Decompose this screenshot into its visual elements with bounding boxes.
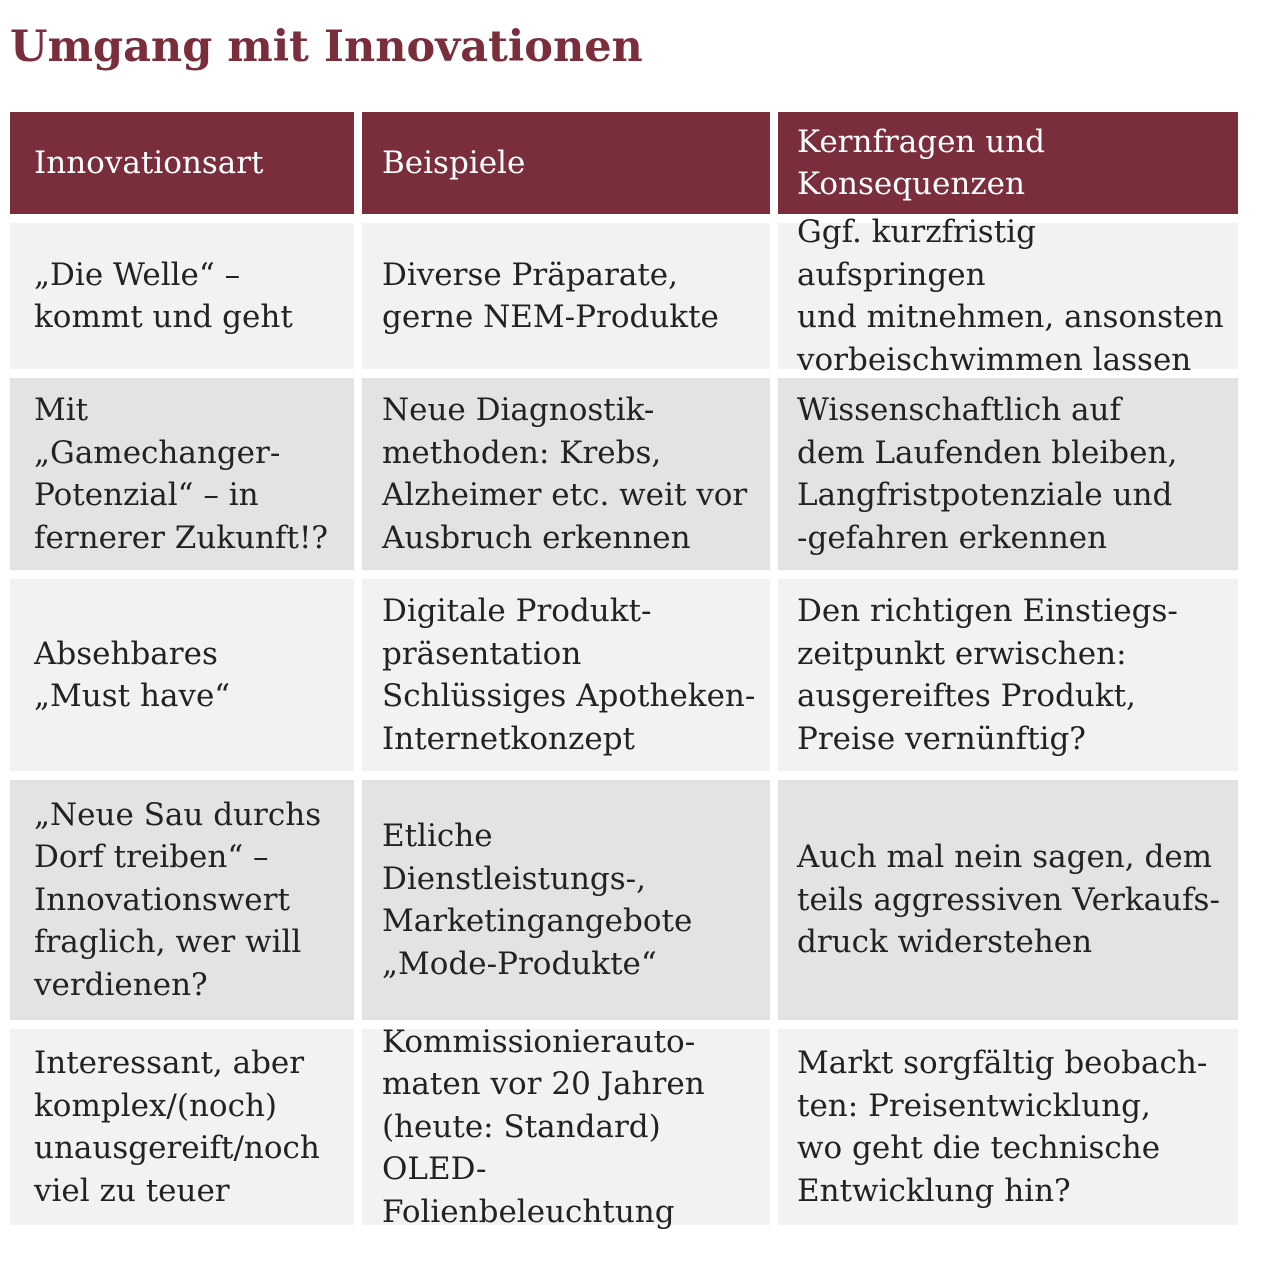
table-cell: Absehbares „Must have“ (10, 579, 354, 771)
table-cell: Neue Diagnostik- methoden: Krebs, Alzheimer etc. weit vor Ausbruch erkennen (362, 378, 770, 570)
header-innovationsart: Innovationsart (10, 112, 354, 214)
table-cell: „Die Welle“ – kommt und geht (10, 223, 354, 369)
header-kernfragen: Kernfragen und Konsequenzen (778, 112, 1238, 214)
table-cell: Den richtigen Einstiegs- zeitpunkt erwischen: ausgereiftes Produkt, Preise vernünftig? (778, 579, 1238, 771)
page-title: Umgang mit Innovationen (10, 22, 643, 72)
table-cell: Interessant, aber komplex/(noch) unausgereift/noch viel zu teuer (10, 1029, 354, 1225)
table-cell: Etliche Dienstleistungs-, Marketingangebote „Mode-Produkte“ (362, 780, 770, 1020)
innovation-table (10, 112, 1238, 1230)
table-cell: Markt sorgfältig beobach- ten: Preisentwicklung, wo geht die technische Entwicklung hin? (778, 1029, 1238, 1225)
table-cell: Mit „Gamechanger- Potenzial“ – in fernerer Zukunft!? (10, 378, 354, 570)
table-cell: „Neue Sau durchs Dorf treiben“ – Innovationswert fraglich, wer will verdienen? (10, 780, 354, 1020)
table-cell: Diverse Präparate, gerne NEM-Produkte (362, 223, 770, 369)
table-cell: Digitale Produkt- präsentation Schlüssiges Apotheken- Internetkonzept (362, 579, 770, 771)
header-beispiele: Beispiele (362, 112, 770, 214)
table-cell: Wissenschaftlich auf dem Laufenden bleiben, Langfristpotenziale und -gefahren erkennen (778, 378, 1238, 570)
table-cell: Auch mal nein sagen, dem teils aggressiven Verkaufs- druck widerstehen (778, 780, 1238, 1020)
table-cell: Kommissionierauto- maten vor 20 Jahren (heute: Standard) OLED-Folienbeleuchtung (362, 1029, 770, 1225)
table-cell: Ggf. kurzfristig aufspringen und mitnehmen, ansonsten vorbeischwimmen lassen (778, 223, 1238, 369)
